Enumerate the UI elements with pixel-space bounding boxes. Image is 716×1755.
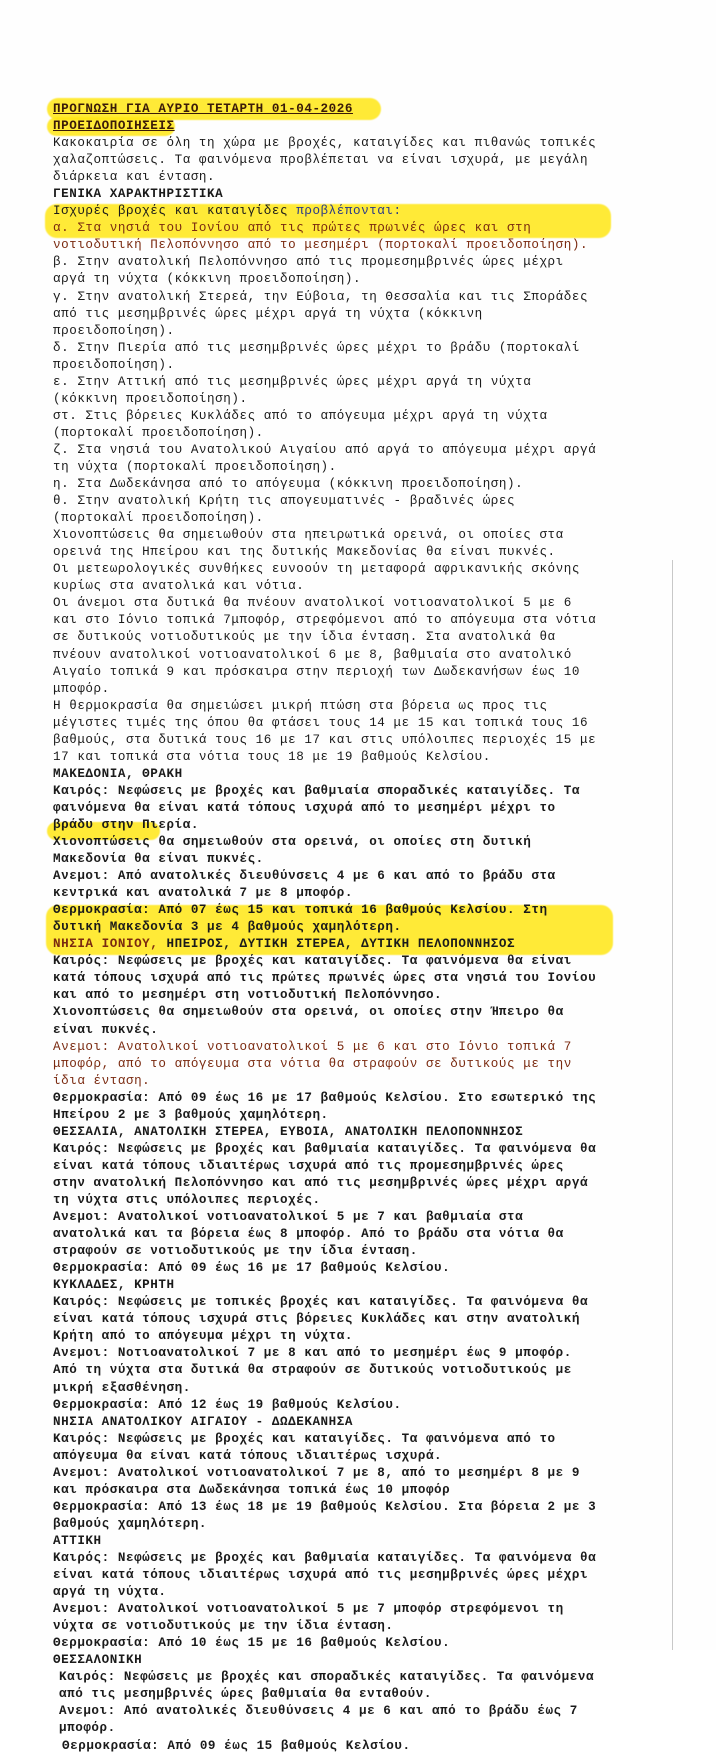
region-line: Καιρός: Νεφώσεις με βροχές και βαθμιαία σποραδικές καταιγίδες. Τα — [53, 783, 580, 798]
region-line: στραφούν σε νοτιοδυτικούς με την ίδια ένταση. — [53, 1244, 418, 1259]
temperature-paragraph: Η θερμοκρασία θα σημειώσει μικρή πτώση στα βόρεια ως προς τις — [53, 698, 548, 713]
region-heading-cyclades-crete: ΚΥΚΛΑΔΕΣ, ΚΡΗΤΗ — [53, 1278, 175, 1293]
region-line: Θερμοκρασία: Από 12 έως 19 βαθμούς Κελσίου. — [53, 1397, 402, 1412]
region-line: Ανεμοι: Ανατολικοί νοτιοανατολικοί 5 με 7 μποφόρ στρεφόμενοι τη — [53, 1602, 564, 1617]
warning-item-beta: αργά τη νύχτα (κόκκινη προειδοποίηση). — [53, 272, 362, 287]
region-line-highlighted: ίδια ένταση. — [53, 1073, 151, 1088]
general-intro-text: Ισχυρές βροχές και καταιγίδες — [53, 204, 297, 219]
warning-item-delta: δ. Στην Πιερία από τις μεσημβρινές ώρες μέχρι το βράδυ (πορτοκαλί — [53, 340, 580, 355]
region-line: και από το μεσημέρι στη νοτιοδυτική Πελοπόννησο. — [53, 988, 443, 1003]
region-line: ανατολικά και τα βόρεια έως 8 μποφόρ. Από το βράδυ στα νότια θα — [53, 1227, 564, 1242]
region-line: Από τη νύχτα στα δυτικά θα στραφούν σε δυτικούς νοτιοδυτικούς με — [53, 1363, 572, 1378]
region-line: Θερμοκρασία: Από 09 έως 15 βαθμούς Κελσίου. — [62, 1738, 411, 1753]
warning-item-epsilon: (κόκκινη προειδοποίηση). — [53, 391, 248, 406]
temperature-paragraph: μέγιστες τιμές της όπου θα φτάσει τους 14 με 15 και τοπικά τους 16 — [53, 715, 589, 730]
region-line: Χιονοπτώσεις θα σημειωθούν στα ορεινά, οι οποίες στην Ήπειρο θα — [53, 1005, 564, 1020]
general-intro-verb: προβλέπονται: — [296, 204, 402, 219]
region-line: Θερμοκρασία: Από 13 έως 18 με 19 βαθμούς Κελσίου. Στα βόρεια 2 με 3 — [53, 1499, 597, 1514]
region-line: Χιονοπτώσεις θα σημειωθούν στα ορεινά, οι οποίες στη δυτική — [53, 835, 532, 850]
region-line: και πρόσκαιρα στα Δωδεκάνησα τοπικά έως 10 μποφόρ — [53, 1482, 451, 1497]
warning-item-theta: (πορτοκαλί προειδοποίηση). — [53, 511, 264, 526]
region-line: Θερμοκρασία: Από 10 έως 15 με 16 βαθμούς Κελσίου. — [53, 1636, 451, 1651]
winds-paragraph: πνέουν ανατολικοί νοτιοανατολικοί 6 με 8, βαθμιαία στο ανατολικό — [53, 647, 572, 662]
warning-item-beta: β. Στην ανατολική Πελοπόννησο από τις προμεσημβρινές ώρες μέχρι — [53, 255, 564, 270]
region-line: είναι πυκνές. — [53, 1022, 159, 1037]
warning-item-alpha: νοτιοδυτική Πελοπόννησο από το μεσημέρι (πορτοκαλί προειδοποίηση). — [53, 238, 589, 253]
warnings-heading: ΠΡΟΕΙΔΟΠΟΙΗΣΕΙΣ — [53, 119, 175, 134]
region-line: είναι κατά τόπους ιδιαιτέρως ισχυρά από τις μεσημβρινές ώρες μέχρι — [53, 1568, 589, 1583]
warning-item-epsilon: ε. Στην Αττική από τις μεσημβρινές ώρες μέχρι αργά τη νύχτα — [53, 374, 532, 389]
region-line: δυτική Μακεδονία 3 με 4 βαθμούς χαμηλότερη. — [53, 920, 402, 935]
region-heading-attica: ΑΤΤΙΚΗ — [53, 1533, 102, 1548]
warning-item-zeta: ζ. Στα νησιά του Ανατολικού Αιγαίου από αργά το απόγευμα μέχρι αργά — [53, 442, 597, 457]
snow-paragraph: Χιονοπτώσεις θα σημειωθούν στα ηπειρωτικά ορεινά, οι οποίες στα — [53, 528, 564, 543]
region-line: νύχτα σε νοτιοδυτικούς με την ίδια ένταση. — [53, 1619, 394, 1634]
winds-paragraph: και στο Ιόνιο τοπικά 7μποφόρ, στρεφόμενοι από το απόγευμα στα νότια — [53, 613, 597, 628]
dust-paragraph: Οι μετεωρολογικές συνθήκες ευνοούν τη μεταφορά αφρικανικής σκόνης — [53, 562, 580, 577]
region-line-highlighted: Ανεμοι: Ανατολικοί νοτιοανατολικοί 5 με 6 και στο Ιόνιο τοπικά 7 — [53, 1039, 572, 1054]
dust-paragraph: κυρίως στα ανατολικά και νότια. — [53, 579, 305, 594]
warnings-line: διάρκεια και ένταση. — [53, 170, 216, 185]
region-line: είναι κατά τόπους ισχυρά στις βόρειες Κυκλάδες και στην ανατολική — [53, 1312, 580, 1327]
region-heading-rest: ΗΠΕΙΡΟΣ, ΔΥΤΙΚΗ ΣΤΕΡΕΑ, ΔΥΤΙΚΗ ΠΕΛΟΠΟΝΝΗΣΟΣ — [158, 937, 516, 952]
region-line: Θερμοκρασία: Από 07 έως 15 και τοπικά 16 βαθμούς Κελσίου. Στη — [53, 903, 548, 918]
warning-item-delta: προειδοποίηση). — [53, 357, 175, 372]
region-line: Κρήτη από το απόγευμα μέχρι τη νύχτα. — [53, 1329, 353, 1344]
region-line: βαθμούς χαμηλότερη. — [53, 1516, 208, 1531]
region-line: από τις μεσημβρινές ώρες βαθμιαία θα ενταθούν. — [59, 1687, 432, 1702]
winds-paragraph: Οι άνεμοι στα δυτικά θα πνέουν ανατολικοί νοτιοανατολικοί 5 με 6 — [53, 596, 572, 611]
temperature-paragraph: βαθμούς, στα δυτικά τους 16 με 17 και στις υπόλοιπες περιοχές 15 με — [53, 732, 597, 747]
region-line: απόγευμα θα είναι κατά τόπους ιδιαιτέρως ισχυρά. — [53, 1448, 443, 1463]
region-line: κεντρικά και ανατολικά 7 με 8 μποφόρ. — [53, 886, 353, 901]
region-line: Ανεμοι: Νοτιοανατολικοί 7 με 8 και από το μεσημέρι έως 9 μποφόρ. — [53, 1346, 572, 1361]
region-heading-thessaloniki: ΘΕΣΣΑΛΟΝΙΚΗ — [53, 1653, 143, 1668]
region-line: μικρή εξασθένηση. — [53, 1380, 191, 1395]
region-line: Ανεμοι: Ανατολικοί νοτιοανατολικοί 7 με 8, από το μεσημέρι 8 με 9 — [53, 1465, 580, 1480]
region-line: Καιρός: Νεφώσεις με βροχές και βαθμιαία καταιγίδες. Τα φαινόμενα θα — [53, 1141, 597, 1156]
region-heading-macedonia-thrace: ΜΑΚΕΔΟΝΙΑ, ΘΡΑΚΗ — [53, 766, 183, 781]
snow-paragraph: ορεινά της Ηπείρου και της δυτικής Μακεδονίας θα είναι πυκνές. — [53, 545, 556, 560]
region-line: Ανεμοι: Ανατολικοί νοτιοανατολικοί 5 με 7 και βαθμιαία στα — [53, 1210, 524, 1225]
region-heading-east-aegean: ΝΗΣΙΑ ΑΝΑΤΟΛΙΚΟΥ ΑΙΓΑΙΟΥ - ΔΩΔΕΚΑΝΗΣΑ — [53, 1414, 353, 1429]
region-line: Θερμοκρασία: Από 09 έως 16 με 17 βαθμούς Κελσίου. — [53, 1261, 451, 1276]
region-line: Ηπείρου 2 με 3 βαθμούς χαμηλότερη. — [53, 1107, 329, 1122]
warning-item-alpha: α. Στα νησιά του Ιονίου από τις πρώτες πρωινές ώρες και στη — [53, 221, 532, 236]
winds-paragraph: μποφόρ. — [53, 681, 110, 696]
region-line: Καιρός: Νεφώσεις με τοπικές βροχές και καταιγίδες. Τα φαινόμενα θα — [53, 1295, 589, 1310]
region-line: αργά τη νύχτα. — [53, 1585, 167, 1600]
region-heading-highlighted-part: ΝΗΣΙΑ ΙΟΝΙΟΥ, — [53, 937, 159, 952]
region-line: Ανεμοι: Από ανατολικές διευθύνσεις 4 με 6 και από το βράδυ στα — [53, 869, 556, 884]
region-line: Καιρός: Νεφώσεις με βροχές και καταιγίδες. Τα φαινόμενα από το — [53, 1431, 556, 1446]
region-line-highlighted: μποφόρ, από το απόγευμα στα νότια θα στραφούν σε δυτικούς με την — [53, 1056, 572, 1071]
region-line: Καιρός: Νεφώσεις με βροχές και βαθμιαία καταιγίδες. Τα φαινόμενα θα — [53, 1550, 597, 1565]
warning-item-theta: θ. Στην ανατολική Κρήτη τις απογευματινές - βραδινές ώρες — [53, 494, 516, 509]
warnings-line: Κακοκαιρία σε όλη τη χώρα με βροχές, καταιγίδες και πιθανώς τοπικές — [53, 136, 597, 151]
region-line: Ανεμοι: Από ανατολικές διευθύνσεις 4 με 6 και από το βράδυ έως 7 — [59, 1704, 578, 1719]
warning-item-gamma: γ. Στην ανατολική Στερεά, την Εύβοια, τη Θεσσαλία και τις Σποράδες — [53, 289, 589, 304]
region-line: Καιρός: Νεφώσεις με βροχές και καταιγίδες. Τα φαινόμενα θα είναι — [53, 954, 572, 969]
winds-paragraph: σε δυτικούς νοτιοδυτικούς με την ίδια ένταση. Στα ανατολικά θα — [53, 630, 556, 645]
region-line: τη νύχτα στις υπόλοιπες περιοχές. — [53, 1193, 321, 1207]
region-heading-thessaly-east: ΘΕΣΣΑΛΙΑ, ΑΝΑΤΟΛΙΚΗ ΣΤΕΡΕΑ, ΕΥΒΟΙΑ, ΑΝΑΤΟΛΙΚΗ ΠΕΛΟΠΟΝΝΗΣΟΣ — [53, 1124, 524, 1139]
warning-item-eta: η. Στα Δωδεκάνησα από το απόγευμα (κόκκινη προειδοποίηση). — [53, 477, 524, 492]
winds-paragraph: Αιγαίο τοπικά 9 και πρόσκαιρα στην περιοχή των Δωδεκανήσων έως 10 — [53, 664, 580, 679]
general-intro — [53, 203, 693, 220]
region-heading-ionian-epirus — [53, 936, 693, 953]
region-line: Καιρός: Νεφώσεις με βροχές και σποραδικές καταιγίδες. Τα φαινόμενα — [59, 1670, 595, 1685]
region-line: φαινόμενα θα είναι κατά τόπους ισχυρά από το μεσημέρι μέχρι το — [53, 800, 556, 815]
forecast-document — [53, 101, 693, 1755]
region-line: μποφόρ. — [59, 1721, 116, 1736]
region-line: Θερμοκρασία: Από 09 έως 16 με 17 βαθμούς Κελσίου. Στο εσωτερικό της — [53, 1090, 597, 1105]
region-line: κατά τόπους ισχυρά από τις πρώτες πρωινές ώρες στα νησιά του Ιονίου — [53, 971, 597, 986]
warning-item-zeta: τη νύχτα (πορτοκαλί προειδοποίηση). — [53, 459, 337, 474]
temperature-paragraph: 17 και τοπικά στα νότια τους 18 με 19 βαθμούς Κελσίου. — [53, 749, 491, 764]
warning-item-gamma: προειδοποίηση). — [53, 323, 175, 338]
warning-item-st: στ. Στις βόρειες Κυκλάδες από το απόγευμα μέχρι αργά τη νύχτα — [53, 408, 548, 423]
region-line: βράδυ στην Πιερία. — [53, 817, 199, 832]
general-heading: ΓΕΝΙΚΑ ΧΑΡΑΚΤΗΡΙΣΤΙΚΑ — [53, 187, 224, 202]
region-line: Μακεδονία θα είναι πυκνές. — [53, 852, 264, 867]
forecast-title: ΠΡΟΓΝΩΣΗ ΓΙΑ ΑΥΡΙΟ ΤΕΤΑΡΤΗ 01-04-2026 — [53, 102, 353, 116]
warnings-line: χαλαζοπτώσεις. Τα φαινόμενα προβλέπεται να είναι ισχυρά, με μεγάλη — [53, 153, 589, 168]
warning-item-st: (πορτοκαλί προειδοποίηση). — [53, 425, 264, 440]
warning-item-gamma: από τις μεσημβρινές ώρες μέχρι αργά τη νύχτα (κόκκινη — [53, 306, 483, 321]
region-line: είναι κατά τόπους ιδιαιτέρως ισχυρά από τις προμεσημβρινές ώρες — [53, 1158, 564, 1173]
region-line: στην ανατολική Πελοπόννησο και από τις μεσημβρινές ώρες μέχρι αργά — [53, 1175, 589, 1190]
